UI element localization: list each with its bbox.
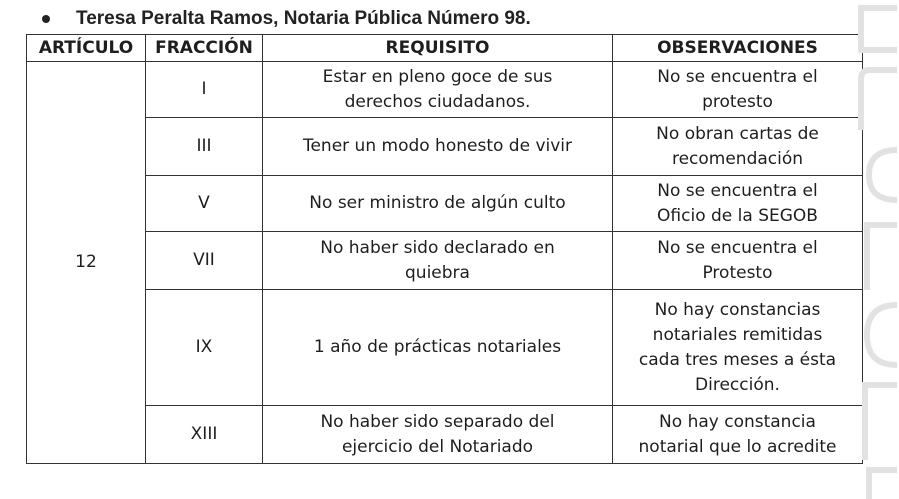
table-header-row	[27, 35, 863, 62]
requirement-line: Estar en pleno goce de sus	[322, 66, 553, 87]
observation-cell	[613, 118, 863, 176]
bullet-icon	[42, 15, 50, 23]
requirement-line: Tener un modo honesto de vivir	[302, 136, 573, 156]
table-row	[27, 232, 863, 290]
requirement-line: 1 año de prácticas notariales	[313, 337, 562, 357]
fraction-cell: XIII	[146, 406, 263, 464]
observation-line: recomendación	[671, 148, 804, 169]
fraction-cell: VII	[146, 232, 263, 290]
observation-line: protesto	[702, 91, 773, 112]
article-number: 12	[27, 62, 146, 464]
requirement-line: derechos ciudadanos.	[344, 91, 531, 112]
table-row	[27, 118, 863, 176]
observation-line: No se encuentra el	[657, 66, 818, 87]
section-heading	[42, 6, 531, 32]
requirement-line: No haber sido separado del	[320, 411, 555, 432]
observation-line: No hay constancia	[659, 411, 816, 432]
table-row	[27, 406, 863, 464]
observation-line: No se encuentra el	[657, 180, 818, 201]
observation-cell	[613, 290, 863, 406]
fraction-cell: III	[146, 118, 263, 176]
requirement-line: No ser ministro de algún culto	[309, 193, 566, 213]
fraction-cell: IX	[146, 290, 263, 406]
observation-cell	[613, 232, 863, 290]
observation-line: No obran cartas de	[656, 123, 819, 144]
header-fraccion: FRACCIÓN	[146, 35, 263, 62]
observation-cell	[613, 62, 863, 118]
fraction-cell: I	[146, 62, 263, 118]
header-requisito: REQUISITO	[263, 35, 613, 62]
header-articulo: ARTÍCULO	[27, 35, 146, 62]
observation-line: Dirección.	[695, 374, 780, 395]
requirement-line: No haber sido declarado en	[320, 237, 555, 258]
observation-line: No hay constancias	[654, 299, 821, 320]
requirement-line: quiebra	[405, 262, 470, 283]
requirement-cell	[263, 118, 613, 176]
requirement-cell	[263, 232, 613, 290]
observation-line: Oficio de la SEGOB	[657, 205, 818, 226]
requirement-cell	[263, 176, 613, 232]
table-row	[27, 176, 863, 232]
requirement-line: ejercicio del Notariado	[341, 436, 534, 457]
header-observaciones: OBSERVACIONES	[613, 35, 863, 62]
observation-cell	[613, 406, 863, 464]
observation-line: notariales remitidas	[652, 324, 823, 345]
fraction-cell: V	[146, 176, 263, 232]
table-row	[27, 62, 863, 118]
requirement-cell	[263, 290, 613, 406]
heading-text: Teresa Peralta Ramos, Notaria Pública Número 98.	[76, 8, 531, 29]
observation-cell	[613, 176, 863, 232]
table-row	[27, 290, 863, 406]
observation-line: cada tres meses a ésta	[638, 349, 837, 370]
requirement-cell	[263, 62, 613, 118]
observation-line: No se encuentra el	[657, 237, 818, 258]
observation-line: notarial que lo acredite	[638, 436, 837, 457]
observation-line: Protesto	[702, 262, 773, 283]
requirements-table	[26, 34, 863, 464]
requirement-cell	[263, 406, 613, 464]
